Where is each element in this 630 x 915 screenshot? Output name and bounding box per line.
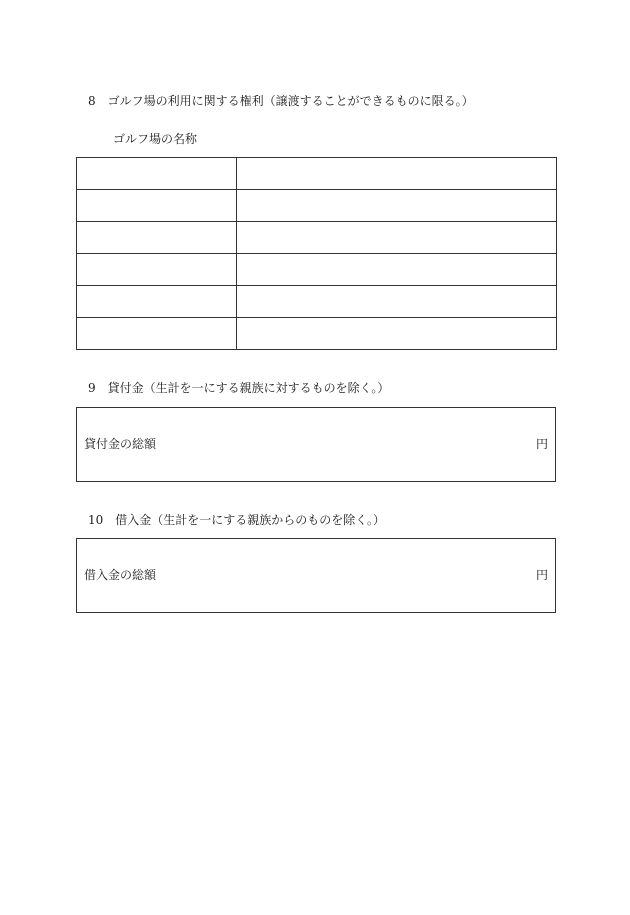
- table-row: [77, 318, 557, 350]
- golf-course-detail-cell[interactable]: [237, 158, 557, 190]
- golf-course-name-cell[interactable]: [77, 222, 237, 254]
- golf-course-name-cell[interactable]: [77, 318, 237, 350]
- golf-course-detail-cell[interactable]: [237, 318, 557, 350]
- golf-course-name-cell[interactable]: [77, 158, 237, 190]
- loans-payable-box[interactable]: [76, 538, 556, 613]
- table-row: [77, 190, 557, 222]
- yen-unit: 円: [535, 437, 548, 451]
- yen-unit: 円: [535, 568, 548, 582]
- golf-course-name-label: ゴルフ場の名称: [113, 132, 198, 146]
- section-8-heading: 8 ゴルフ場の利用に関する権利（譲渡することができるものに限る。）: [88, 94, 474, 108]
- loans-receivable-total-label: 貸付金の総額: [84, 437, 157, 451]
- golf-course-detail-cell[interactable]: [237, 254, 557, 286]
- table-row: [77, 254, 557, 286]
- table-row: [77, 158, 557, 190]
- golf-rights-table: [76, 157, 557, 350]
- golf-course-name-cell[interactable]: [77, 254, 237, 286]
- table-row: [77, 286, 557, 318]
- loans-payable-total-label: 借入金の総額: [84, 568, 157, 582]
- section-10-heading: 10 借入金（生計を一にする親族からのものを除く。）: [88, 513, 386, 527]
- golf-course-name-cell[interactable]: [77, 286, 237, 318]
- golf-course-detail-cell[interactable]: [237, 286, 557, 318]
- golf-course-detail-cell[interactable]: [237, 222, 557, 254]
- golf-course-detail-cell[interactable]: [237, 190, 557, 222]
- section-9-heading: 9 貸付金（生計を一にする親族に対するものを除く。）: [88, 381, 390, 395]
- loans-receivable-box[interactable]: [76, 407, 556, 482]
- golf-course-name-cell[interactable]: [77, 190, 237, 222]
- table-row: [77, 222, 557, 254]
